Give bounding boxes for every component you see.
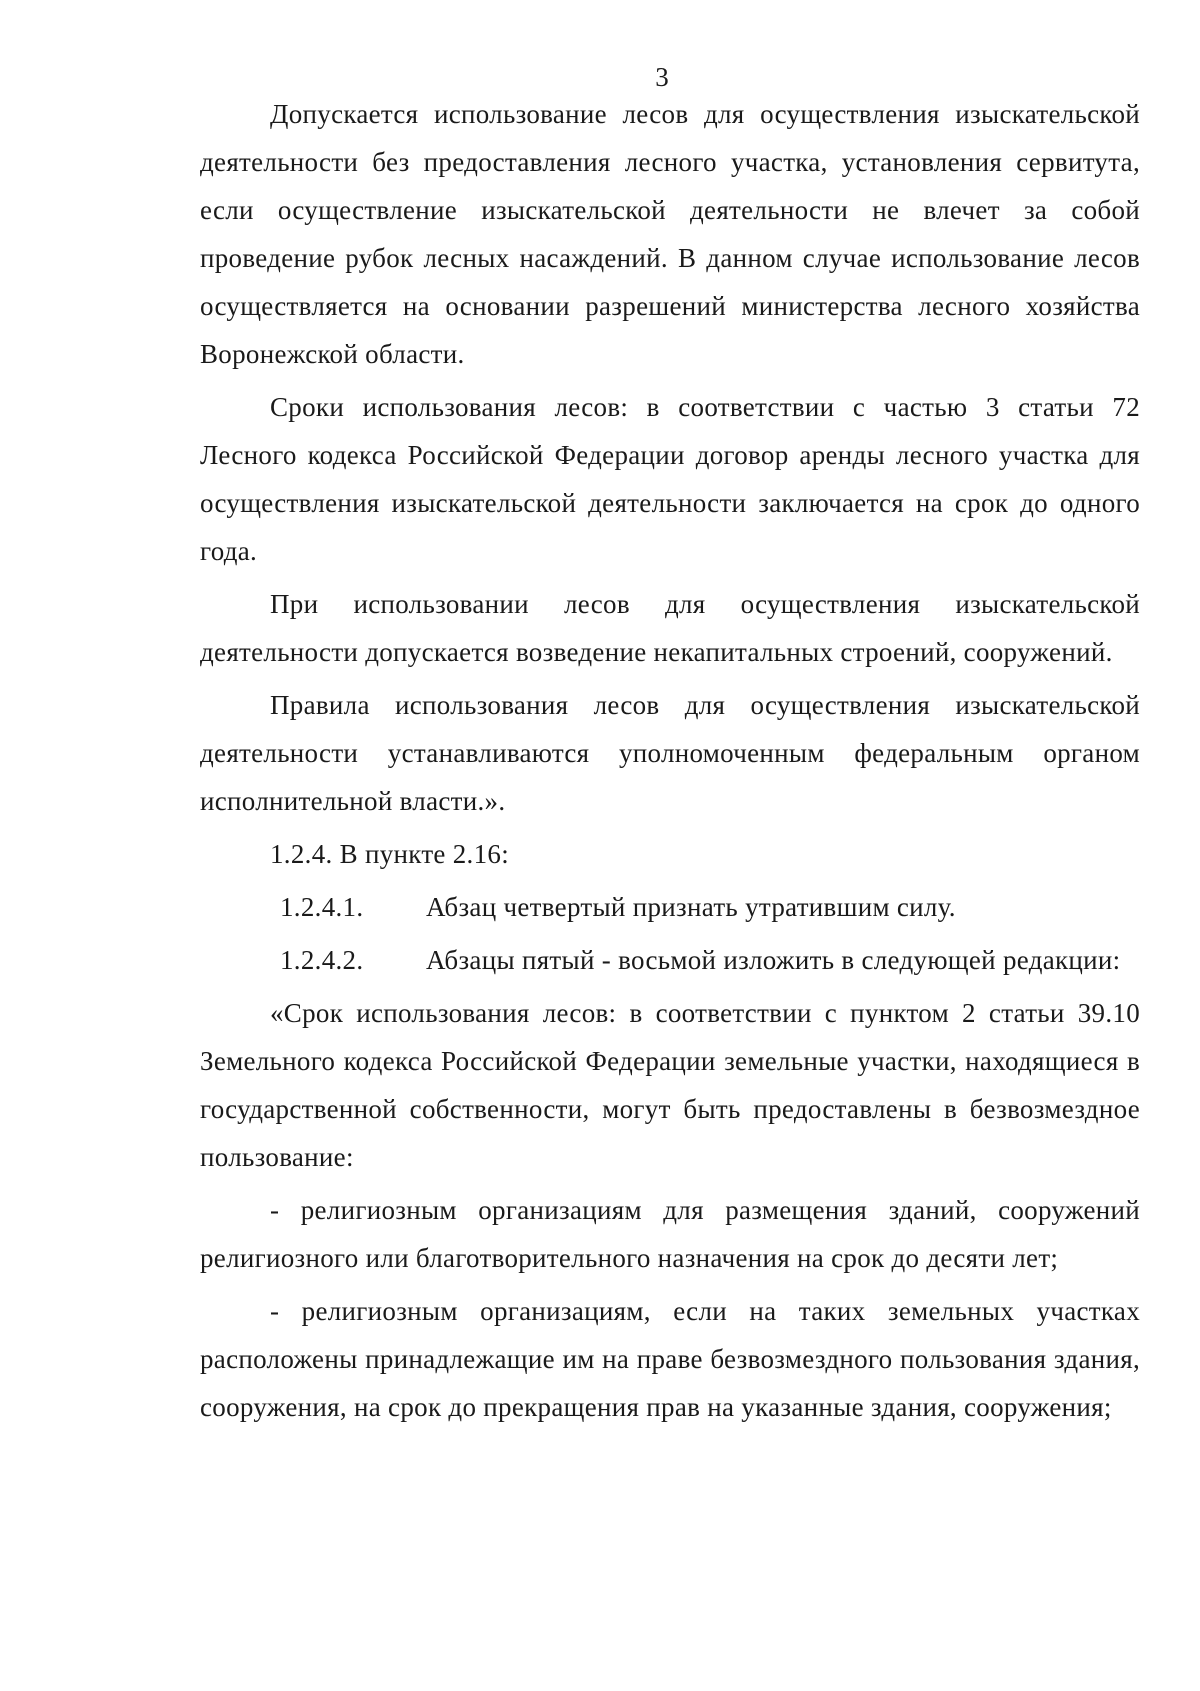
paragraph-quote-religious-buildings: - религиозным организациям для размещения зданий, сооружений религиозного или благотворительного назначения на срок до десяти лет; bbox=[200, 1195, 1140, 1273]
item-number: 1.2.4.1. bbox=[280, 892, 364, 922]
paragraph-clause-heading: 1.2.4. В пункте 2.16: bbox=[270, 839, 510, 869]
paragraph-temporary-structures: При использовании лесов для осуществления изыскательской деятельности допускается возведение некапитальных строений, сооружений. bbox=[200, 589, 1140, 667]
list-item bbox=[200, 883, 1140, 931]
paragraph-usage-rules: Правила использования лесов для осуществления изыскательской деятельности устанавливаются уполномоченным федеральным органом исполнительной власти.». bbox=[200, 690, 1140, 816]
list-item bbox=[200, 936, 1140, 984]
item-number: 1.2.4.2. bbox=[280, 945, 364, 975]
item-text: Абзац четвертый признать утратившим силу. bbox=[426, 892, 956, 922]
paragraph-survey-activity: Допускается использование лесов для осуществления изыскательской деятельности без предоставления лесного участка, установления сервитута, если осуществление изыскательской деятельности не влечет за собой проведение рубок лесных насаждений. В данном случае использование лесов осуществляется на основании разрешений министерства лесного хозяйства Воронежской области. bbox=[200, 99, 1140, 369]
paragraph-quote-usage-term: «Срок использования лесов: в соответствии с пунктом 2 статьи 39.10 Земельного кодекса Российской Федерации земельные участки, находящиеся в государственной собственности, могут быть предоставлены в безвозмездное пользование: bbox=[200, 998, 1140, 1172]
item-text: Абзацы пятый - восьмой изложить в следующей редакции: bbox=[426, 945, 1121, 975]
page-number: 3 bbox=[655, 62, 669, 92]
paragraph-quote-religious-land: - религиозным организациям, если на таких земельных участках расположены принадлежащие им на праве безвозмездного пользования здания, сооружения, на срок до прекращения прав на указанные здания, сооружения; bbox=[200, 1296, 1140, 1422]
document-body bbox=[200, 90, 1140, 1436]
paragraph-usage-terms: Сроки использования лесов: в соответствии с частью 3 статьи 72 Лесного кодекса Российской Федерации договор аренды лесного участка для осуществления изыскательской деятельности заключается на срок до одного года. bbox=[200, 392, 1140, 566]
